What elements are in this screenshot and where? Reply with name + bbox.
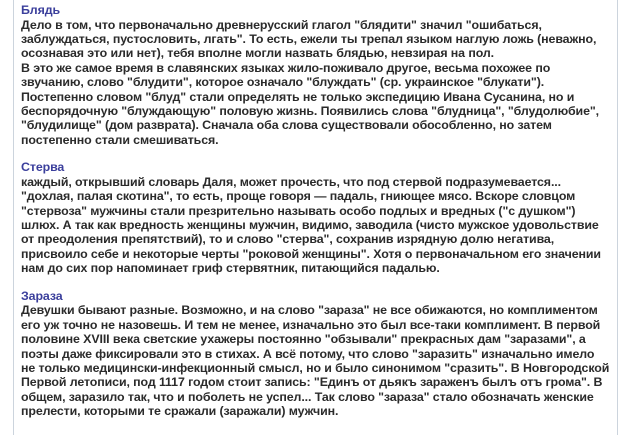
section-paragraph: каждый, открывший словарь Даля, может прочесть, что под стервой подразумевается... "дохлая, палая скотина", то есть, проще говоря — падаль, гниющее мясо. Вскоре словцом "стервоза" мужчины стали презрительно называть особо подлых и вредных ("с душком") шлюх. А так как вредность женщины мужчин, видимо, заводила (чисто мужское удовольствие от преодоления препятствий), то и слово "стерва", сохранив изрядную долю негатива, присвоило себе и некоторые черты "роковой женщины". Хотя о первоначальном его значении нам до сих пор напоминает гриф стервятник, питающийся падалью. xyxy=(21,174,601,276)
section-heading: Стерва xyxy=(21,160,65,175)
section-paragraph: Дело в том, что первоначально древнерусский глагол "блядити" значил "ошибаться, заблуждаться, пустословить, лгать". То есть, ежели ты трепал языком наглую ложь (неважно, осознавая это или нет), тебя вполне могли назвать блядью, невзирая на пол. xyxy=(21,17,597,61)
article-panel xyxy=(13,0,618,435)
section-paragraph: Девушки бывают разные. Возможно, и на слово "зараза" не все обижаются, но комплиментом его уж точно не назовешь. И тем не менее, изначально это был все-таки комплимент. В первой половине XVIII века светские ухажеры постоянно "обзывали" прекрасных дам "заразами", а поэты даже фиксировали это в стихах. А всё потому, что слово "заразить" изначально имело не только медицински-инфекционный смысл, но и было синонимом "сразить". В Новгородской Первой летописи, под 1117 годом стоит запись: "Единъ от дьякъ зараженъ былъ отъ грома". В общем, заразило так, что и поболеть не успел... Так слово "зараза" стало обозначать женские прелести, которыми те сражали (заражали) мужчин. xyxy=(21,303,610,419)
section-sterva xyxy=(21,160,611,275)
section-paragraph: В это же самое время в славянских языках жило-поживало другое, весьма похожее по звучанию, слово "блудити", которое означало "блуждать" (ср. украинское "блукати"). Постепенно словом "блуд" стали определять не только экспедицию Ивана Сусанина, но и беспорядочную "блуждающую" половую жизнь. Появились слова "блудница", "блудолюбие", "блудилище" (дом разврата). Сначала оба слова существовали обособленно, но затем постепенно стали смешиваться. xyxy=(21,60,599,147)
section-heading: Зараза xyxy=(21,288,63,303)
section-heading: Блядь xyxy=(21,3,60,17)
section-blyad xyxy=(21,3,611,147)
section-zaraza xyxy=(21,289,611,419)
